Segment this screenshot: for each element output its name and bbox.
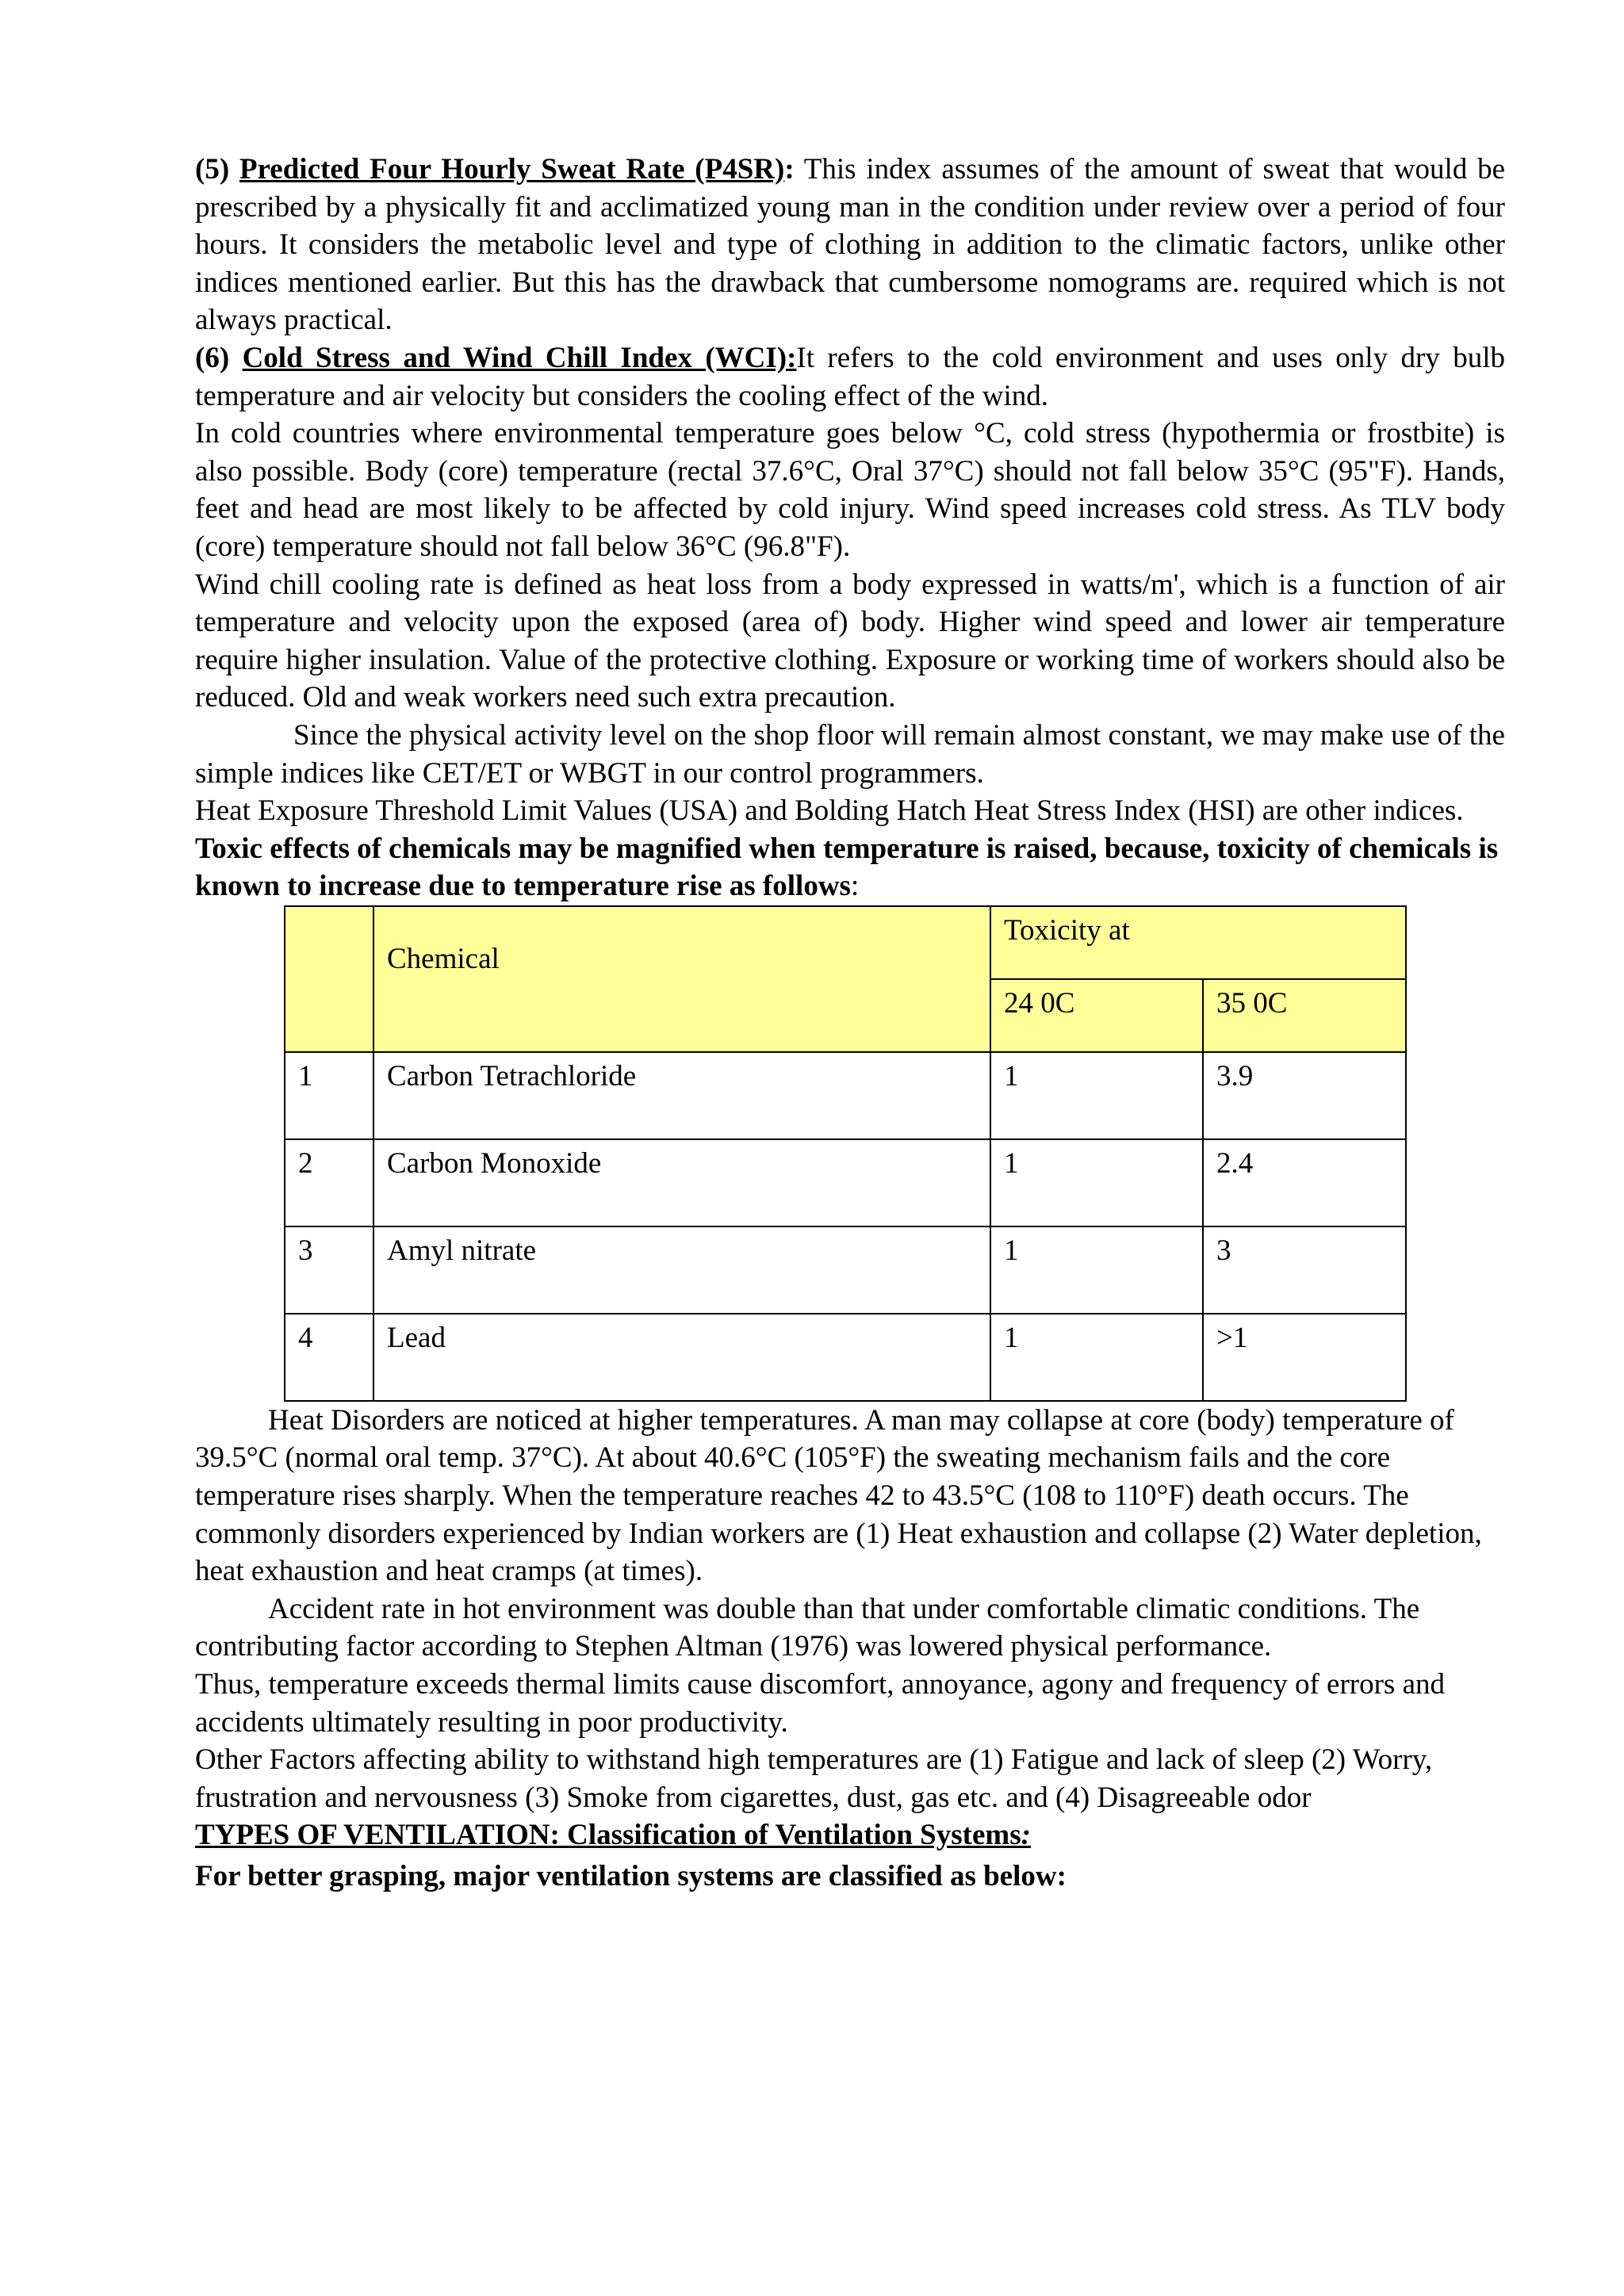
header-number-cell [285,906,373,1052]
row-chemical: Carbon Tetrachloride [373,1052,990,1139]
section-number: (5) [195,153,239,186]
paragraph-accident-rate: Accident rate in hot environment was double than that under comfortable climatic conditions. The contributing factor according to Stephen Altman (1976) was lowered physical performance. [195,1592,1420,1663]
table-row [285,1139,1406,1226]
row-number: 4 [285,1314,373,1401]
row-toxicity-24: 1 [990,1314,1203,1401]
section-title: Predicted Four Hourly Sweat Rate (P4SR) [239,153,785,186]
header-temp-35: 35 0C [1203,979,1406,1052]
row-toxicity-35: >1 [1203,1314,1406,1401]
row-toxicity-35: 2.4 [1203,1139,1406,1226]
header-temp-24: 24 0C [990,979,1203,1052]
section-title: Cold Stress and Wind Chill Index (WCI): [242,341,797,374]
table-header-row [285,906,1406,979]
paragraph-cold-stress: In cold countries where environmental temperature goes below °C, cold stress (hypothermia or frostbite) is also possible. Body (core) temperature (rectal 37.6°C, Oral 37°C) should not fall below 35°C (95"F). Hands, feet and head are most likely to be affected by cold injury. Wind speed increases cold stress. As TLV body (core) temperature should not fall below 36°C (96.8"F). [195,417,1505,563]
paragraph-heat-exposure: Heat Exposure Threshold Limit Values (USA) and Bolding Hatch Heat Stress Index (HSI) are other indices. [195,794,1464,828]
row-chemical: Carbon Monoxide [373,1139,990,1226]
paragraph-thermal-limits: Thus, temperature exceeds thermal limits cause discomfort, annoyance, agony and frequency of errors and accidents ultimately resulting in poor productivity. [195,1668,1446,1739]
toxicity-table [284,905,1407,1402]
row-chemical: Lead [373,1314,990,1401]
grasping-heading: For better grasping, major ventilation systems are classified as below: [195,1860,1067,1892]
section-p4sr: (5) Predicted Four Hourly Sweat Rate (P4SR): This index assumes of the amount of sweat that would be prescribed by a physically fit and acclimatized young man in the condition under review over a period of four hours. It considers the metabolic level and type of clothing in addition to the climatic factors, unlike other indices mentioned earlier. But this has the drawback that cumbersome nomograms are. required which is not always practical. [195,153,1505,337]
row-number: 1 [285,1052,373,1139]
section-wci [195,339,1505,415]
row-toxicity-35: 3 [1203,1226,1406,1314]
paragraph-physical-activity: Since the physical activity level on the shop floor will remain almost constant, we may make use of the simple indices like CET/ET or WBGT in our control programmers. [195,718,1505,790]
row-number: 3 [285,1226,373,1314]
toxic-heading: Toxic effects of chemicals may be magnified when temperature is raised, because, toxicity of chemicals is known to increase due to temperature rise as follows: [195,832,1499,903]
table-row [285,1052,1406,1139]
ventilation-heading: TYPES OF VENTILATION: Classification of Ventilation Systems: [195,1819,1031,1852]
row-chemical: Amyl nitrate [373,1226,990,1314]
section-body: This index assumes of the amount of sweat that would be prescribed by a physically fit and acclimatized young man in the condition under review over a period of four hours. It considers the metabolic level and type of clothing in addition to the climatic factors, unlike other indices mentioned earlier. But this has the drawback that cumbersome nomograms are. required which is not always practical. [195,153,1505,337]
paragraph-wind-chill: Wind chill cooling rate is defined as heat loss from a body expressed in watts/m', which is a function of air temperature and velocity upon the exposed (area of) body. Higher wind speed and lower air temperature require higher insulation. Value of the protective clothing. Exposure or working time of workers should also be reduced. Old and weak workers need such extra precaution. [195,568,1505,714]
section-number: (6) [195,341,243,374]
row-toxicity-35: 3.9 [1203,1052,1406,1139]
table-row [285,1226,1406,1314]
paragraph-heat-disorders: Heat Disorders are noticed at higher temperatures. A man may collapse at core (body) temperature of 39.5°C (normal oral temp. 37°C). At about 40.6°C (105°F) the sweating mechanism fails and the core temperature rises sharply. When the temperature reaches 42 to 43.5°C (108 to 110°F) death occurs. The commonly disorders experienced by Indian workers are (1) Heat exhaustion and collapse (2) Water depletion, heat exhaustion and heat cramps (at times). [195,1403,1482,1588]
row-number: 2 [285,1139,373,1226]
row-toxicity-24: 1 [990,1052,1203,1139]
header-toxicity: Toxicity at [990,906,1406,979]
row-toxicity-24: 1 [990,1226,1203,1314]
row-toxicity-24: 1 [990,1139,1203,1226]
section-body: It refers to the cold environment and uses only dry bulb temperature and air velocity but considers the cooling effect of the wind. [195,341,1505,412]
header-chemical: Chemical [373,906,990,1052]
paragraph-other-factors: Other Factors affecting ability to withstand high temperatures are (1) Fatigue and lack of sleep (2) Worry, frustration and nervousness (3) Smoke from cigarettes, dust, gas etc. and (4) Disagreeable odor [195,1743,1433,1814]
table-row [285,1314,1406,1401]
document-page [195,151,1505,1896]
